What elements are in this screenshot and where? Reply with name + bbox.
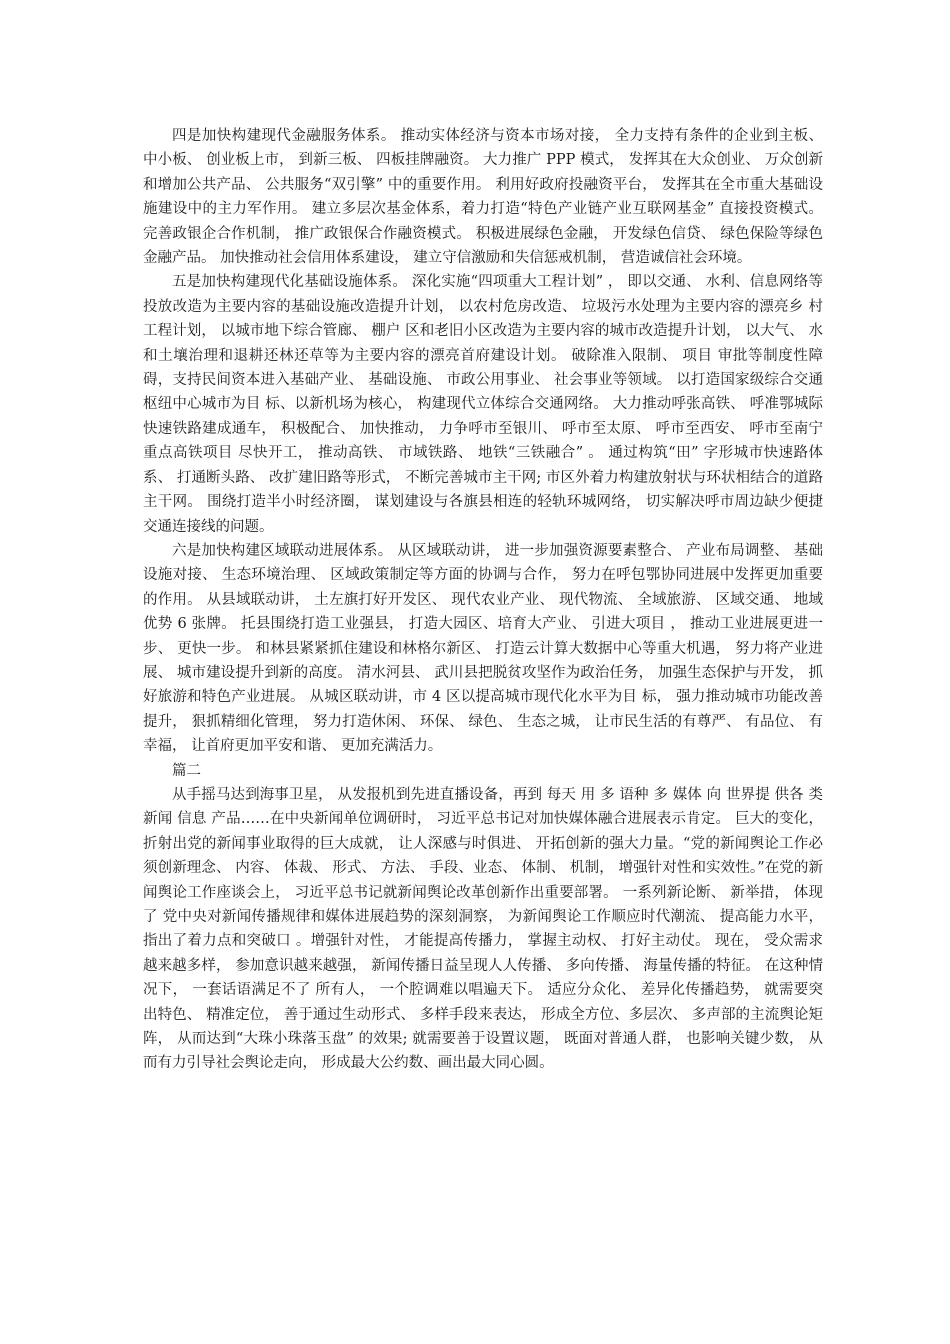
paragraph-regional-linkage: 六是加快构建区域联动进展体系。 从区域联动讲， 进一步加强资源要素整合、 产业布局调整、 基础设施对接、 生态环境治理、 区域政策制定等方面的协调与合作， 努力在呼包鄂协同进展中发挥更加重要的作用。 从县域联动讲， 土左旗打好开发区、 现代农业产业、 现代物流、 全域旅游、 区域交通、 地域优势 6 张牌。 托县围绕打造工业强县， 打造大园区、培育大产业、 引进大项目 ， 推动工业进展更进一步、 更快一步。 和林县紧紧抓住建设和林格尔新区、 打造云计算大数据中心等重大机遇， 努力将产业进展、 城市建设提升到新的高度。 清水河县、 武川县把脱贫攻坚作为政治任务， 加强生态保护与开发， 抓好旅游和特色产业进展。 从城区联动讲，市 4 区以提高城市现代化水平为目 标， 强力推动城市功能改善提升， 狠抓精细化管理， 努力打造休闲、 环保、 绿色、 生态之城， 让市民生活的有尊严、 有品位、 有幸福， 让首府更加平安和谐、 更加充满活力。 (143, 542, 823, 755)
paragraph-finance-system: 四是加快构建现代金融服务体系。 推动实体经济与资本市场对接， 全力支持有条件的企业到主板、 中小板、 创业板上市， 到新三板、 四板挂牌融资。 大力推广 PPP 模式， 发挥其在大众创业、 万众创新和增加公共产品、 公共服务“双引擎” 中的重要作用。 利用好政府投融资平台， 发挥其在全市重大基础设施建设中的主力军作用。 建立多层次基金体系，着力打造“特色产业链产业互联网基金” 直接投资模式。 完善政银企合作机制， 推广政银保合作融资模式。 积极进展绿色金融， 开发绿色信贷、 绿色保险等绿色金融产品。 加快推动社会信用体系建设， 建立守信激励和失信惩戒机制， 营造诚信社会环境。 (143, 128, 823, 267)
document-page (143, 124, 823, 1076)
section-heading-part-two: 篇二 (172, 762, 201, 779)
paragraph-infrastructure-system: 五是加快构建现代化基础设施体系。 深化实施“四项重大工程计划” ， 即以交通、 水利、信息网络等投放改造为主要内容的基础设施改造提升计划， 以农村危房改造、 垃圾污水处理为主要内容的漂亮乡 村工程计划， 以城市地下综合管廊、 棚户 区和老旧小区改造为主要内容的城市改造提升计划， 以大气、 水和土壤治理和退耕还林还草等为主要内容的漂亮首府建设计划。 破除准入限制、 项目 审批等制度性障碍，支持民间资本进入基础产业、 基础设施、 市政公用事业、 社会事业等领域。 以打造国家级综合交通枢纽中心城市为目 标、以新机场为核心， 构建现代立体综合交通网络。 大力推动呼张高铁、 呼准鄂城际快速铁路建成通车， 积极配合、 加快推动， 力争呼市至银川、 呼市至太原、 呼市至西安、 呼市至南宁重点高铁项目 尽快开工， 推动高铁、 市域铁路、 地铁“三铁融合” 。 通过构筑“田” 字形城市快速路体系、 打通断头路、 改扩建旧路等形式， 不断完善城市主干网; 市区外着力构建放射状与环状相结合的道路主干网。 围绕打造半小时经济圈， 谋划建设与各旗县相连的轻轨环城网络， 切实解决呼市周边缺少便捷交通连接线的问题。 (143, 274, 823, 535)
paragraph-media-convergence: 从手摇马达到海事卫星， 从发报机到先进直播设备，再到 每天 用 多 语种 多 媒体 向 世界提 供各 类 新闻 信息 产品……在中央新闻单位调研时， 习近平总书记对加快媒体融合进展表示肯定。 巨大的变化， 折射出党的新闻事业取得的巨大成就， 让人深感与时俱进、 开拓创新的强大力量。“党的新闻舆论工作必须创新理念、 内容、 体裁、 形式、 方法、 手段、业态、 体制、 机制， 增强针对性和实效性。”在党的新闻舆论工作座谈会上， 习近平总书记就新闻舆论改革创新作出重要部署。 一系列新论断、 新举措， 体现了 党中央对新闻传播规律和媒体进展趋势的深刻洞察， 为新闻舆论工作顺应时代潮流、 提高能力水平， 指出了着力点和突破口 。增强针对性， 才能提高传播力， 掌握主动权、 打好主动仗。 现在， 受众需求越来越多样， 参加意识越来越强， 新闻传播日益呈现人人传播、 多向传播、 海量传播的特征。 在这种情况下， 一套话语满足不了 所有人， 一个腔调难以唱遍天下。 适应分众化、 差异化传播趋势， 就需要突出特色、 精准定位， 善于通过生动形式、 多样手段来表达， 形成全方位、多层次、 多声部的主流舆论矩阵， 从而达到“大珠小珠落玉盘” 的效果; 就需要善于设置议题， 既面对普通人群， 也影响关键少数， 从而有力引导社会舆论走向， 形成最大公约数、画出最大同心圆。 (143, 786, 823, 1072)
